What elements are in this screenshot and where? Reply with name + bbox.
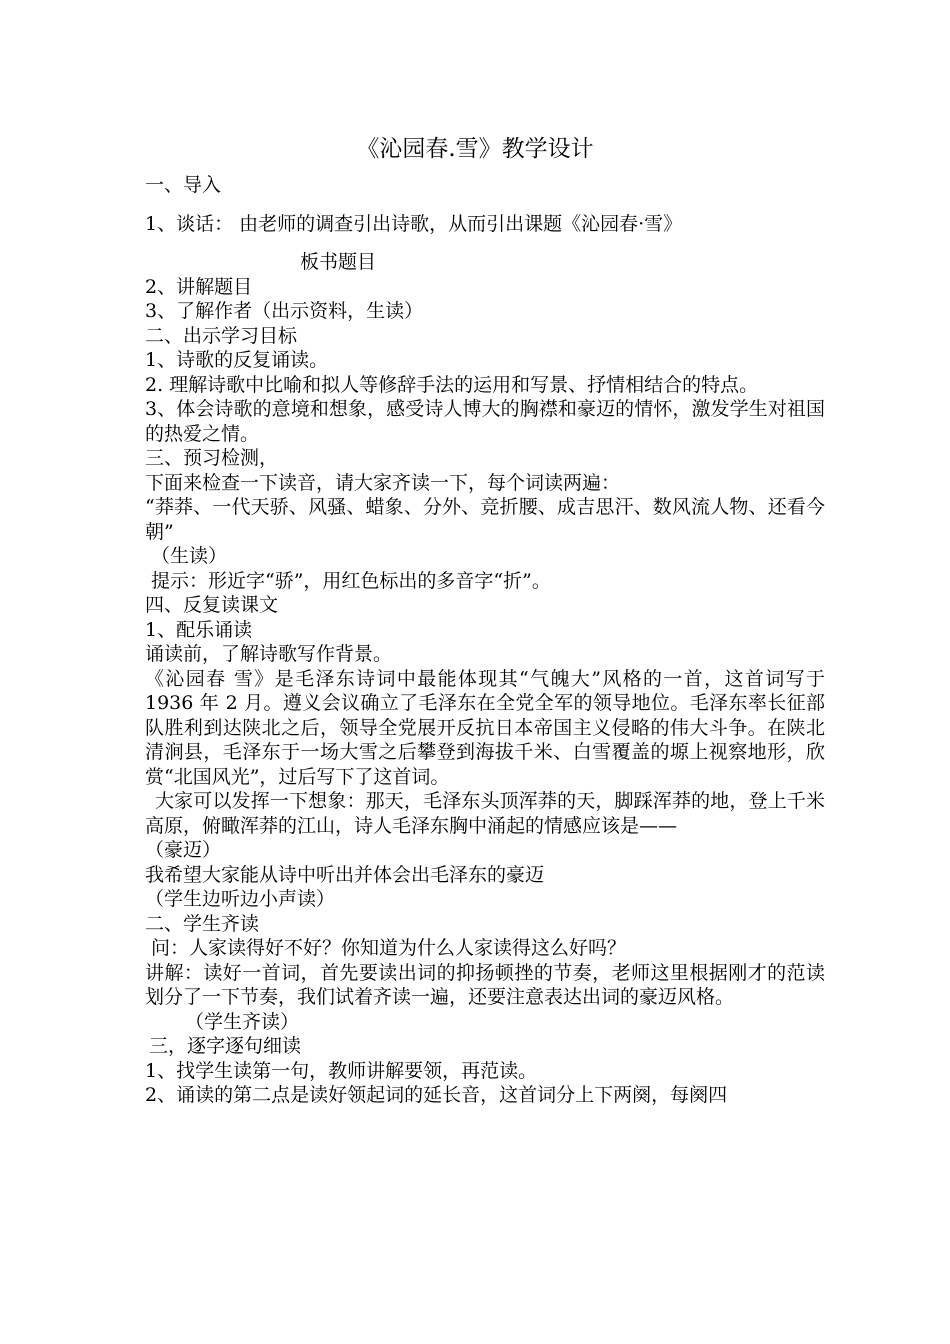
document-body [145,173,825,1108]
text-line: 问：人家读得好不好？你知道为什么人家读得这么好吗？ [151,937,627,959]
text-line: 诵读前，了解诗歌写作背景。 [145,643,393,665]
text-line: 1、谈话： 由老师的调查引出诗歌，从而引出课题《沁园春·雪》 [145,212,683,235]
text-paragraph: 大家可以发挥一下想象：那天，毛泽东头顶浑莽的天，脚踩浑莽的地，登上千米高原，俯瞰浑莽的江山，诗人毛泽东胸中涌起的情感应该是—— [145,790,825,837]
section-heading-intro: 一、导入 [145,174,222,196]
text-paragraph: 《沁园春 雪》是毛泽东诗词中最能体现其“气魄大”风格的一首，这首词写于 1936 年 2 月。遵义会议确立了毛泽东在全党全军的领导地位。毛泽东率长征部队胜利到达陕北之后，领导全党展开反抗日本帝国主义侵略的伟大斗争。在陕北清涧县，毛泽东于一场大雪之后攀登到海拔千米、白雪覆盖的塬上视察地形，欣赏“北国风光”，过后写下了这首词。 [145,667,825,788]
text-line: 2、讲解题目 [145,275,253,298]
text-line: 下面来检查一下读音，请大家齐读一下，每个词读两遍： [145,471,621,494]
text-paragraph: 2. 理解诗歌中比喻和拟人等修辞手法的运用和写景、抒情相结合的特点。 [145,373,759,396]
text-line: 1、配乐诵读 [145,618,253,641]
section-heading-objectives: 二、出示学习目标 [145,324,298,347]
section-heading-reading: 四、反复读课文 [145,594,279,616]
text-line: 我希望大家能从诗中听出并体会出毛泽东的豪迈 [145,863,545,886]
text-line: 板书题目 [300,251,377,273]
text-line: （学生边听边小声读） [145,888,336,910]
text-line: 3、了解作者（出示资料，生读） [145,300,424,322]
section-heading-group-reading: 二、学生齐读 [145,912,260,935]
text-paragraph: 讲解：读好一首词，首先要读出词的抑扬顿挫的节奏，老师这里根据刚才的范读划分了一下节奏，我们试着齐读一遍，还要注意表达出词的豪迈风格。 [145,961,825,1008]
text-line: 1、找学生读第一句，教师讲解要领，再范读。 [145,1059,538,1082]
text-line: （豪迈） [145,839,222,861]
section-heading-preview: 三、预习检测， [145,447,279,469]
section-heading-detailed-reading: 三，逐字逐句细读 [149,1035,302,1057]
text-line: 1、诗歌的反复诵读。 [145,349,329,371]
document-title: 《沁园春.雪》教学设计 [356,136,594,162]
text-line: 提示：形近字“骄”，用红色标出的多音字“折”。 [151,569,551,592]
text-paragraph: “莽莽、一代天骄、风骚、蜡象、分外、竞折腰、成吉思汗、数风流人物、还看今朝” [145,496,825,543]
text-line: （学生齐读） [185,1010,300,1033]
text-line: 2、诵读的第二点是读好领起词的延长音，这首词分上下两阕，每阕四 [145,1084,728,1106]
text-line: （生读） [151,545,228,567]
text-paragraph: 3、体会诗歌的意境和想象，感受诗人博大的胸襟和豪迈的情怀，激发学生对祖国的热爱之情。 [145,398,825,445]
